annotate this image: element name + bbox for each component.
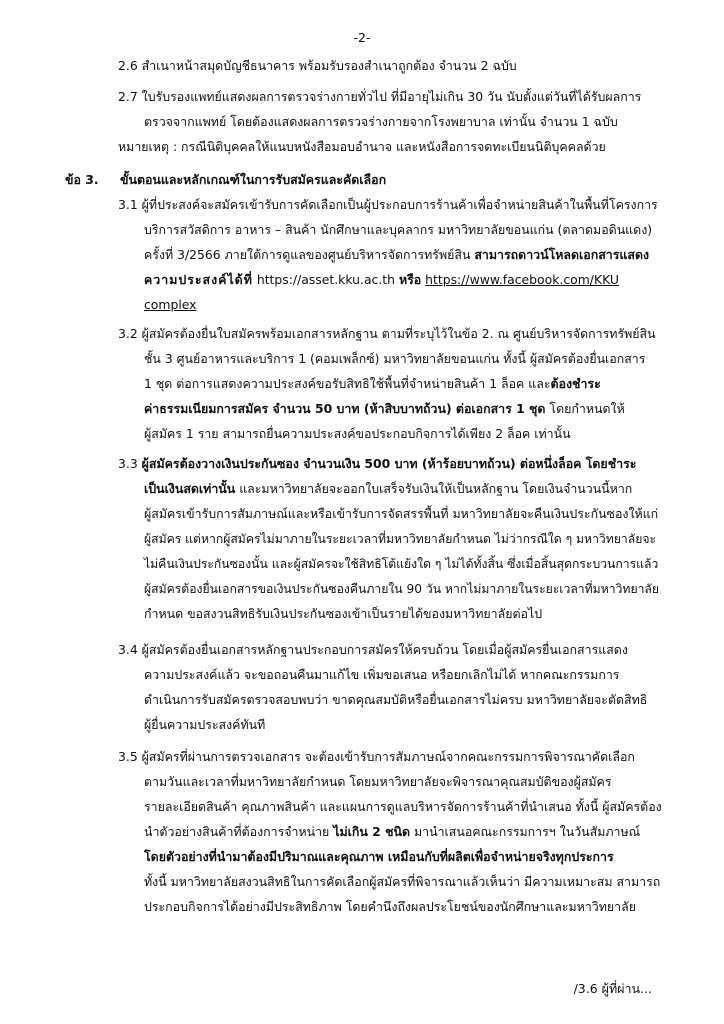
p3-3-line3: ผู้สมัครเข้ารับการสัมภาษณ์และหรือเข้ารับการจัดสรรพื้นที่ มหาวิทยาลัยจะคืนเงินประกันซองให้แก่ (144, 506, 659, 521)
p3-5-line5: โดยตัวอย่างที่นำมาต้องมีปริมาณและคุณภาพ เหมือนกับที่ผลิตเพื่อจำหน่ายจริงทุกประการ (144, 849, 614, 864)
p3-4-line2: ความประสงค์แล้ว จะขอถอนคืนมาแก้ไข เพิ่มขอเสนอ หรือยกเลิกไม่ได้ หากคณะกรรมการ (144, 667, 620, 682)
item-2-6: 2.6 สำเนาหน้าสมุดบัญชีธนาคาร พร้อมรับรองสำเนาถูกต้อง จำนวน 2 ฉบับ (118, 58, 517, 73)
p3-5-line6: ทั้งนี้ มหาวิทยาลัยสงวนสิทธิในการคัดเลือกผู้สมัครที่พิจารณาแล้วเห็นว่า มีความเหมาะสม สามารถ (144, 874, 661, 889)
p3-2-line3: 1 ชุด ต่อการแสดงความประสงค์ขอรับสิทธิใช้พื้นที่จำหน่ายสินค้า 1 ล็อค และต้องชำระ (144, 376, 601, 391)
p3-3-line2: เป็นเงินสดเท่านั้น และมหาวิทยาลัยจะออกใบเสร็จรับเงินให้เป็นหลักฐาน โดยเงินจำนวนนี้หาก (144, 481, 633, 496)
p3-5-line7: ประกอบกิจการได้อย่างมีประสิทธิภาพ โดยคำนึงถึงผลประโยชน์ของนักศึกษาและมหาวิทยาลัย (144, 899, 636, 914)
p3-4-line3: ดำเนินการรับสมัครตรวจสอบพบว่า ขาดคุณสมบัติหรือยื่นเอกสารไม่ครบ มหาวิทยาลัยจะตัดสิทธิ (144, 692, 648, 707)
p3-1-line1: 3.1 ผู้ที่ประสงค์จะสมัครเข้ารับการคัดเลือกเป็นผู้ประกอบการร้านค้าเพื่อจำหน่ายสินค้าในพื้นที่โครงการ (118, 197, 658, 212)
p3-3-line1: 3.3 ผู้สมัครต้องวางเงินประกันซอง จำนวนเงิน 500 บาท (ห้าร้อยบาทถ้วน) ต่อหนึ่งล็อค โดยชำระ (118, 456, 637, 471)
section-3-title: ขั้นตอนและหลักเกณฑ์ในการรับสมัครและคัดเลือก (120, 172, 387, 187)
p3-5-line1: 3.5 ผู้สมัครที่ผ่านการตรวจเอกสาร จะต้องเข้ารับการสัมภาษณ์จากคณะกรรมการพิจารณาคัดเลือก (118, 749, 635, 764)
p3-1-line5 (144, 297, 197, 313)
page-number: -2- (353, 30, 371, 45)
p3-2-line5: ผู้สมัคร 1 ราย สามารถยื่นความประสงค์ขอประกอบกิจการได้เพียง 2 ล็อค เท่านั้น (144, 426, 571, 441)
section-3-number: ข้อ 3. (65, 172, 99, 187)
p3-1-line4: ความประสงค์ได้ที่ https://asset.kku.ac.th หรือ https://www.facebook.com/KKU (144, 272, 619, 287)
item-2-7-line2: ตรวจจากแพทย์ โดยต้องแสดงผลการตรวจร่างกายจากโรงพยาบาล เท่านั้น จำนวน 1 ฉบับ (144, 114, 618, 129)
p3-1-line2: บริการสวัสดิการ อาหาร – สินค้า นักศึกษาและบุคลากร มหาวิทยาลัยขอนแก่น (ตลาดมอดินแดง) (144, 222, 653, 237)
p3-3-line6: ผู้สมัครต้องยื่นเอกสารขอเงินประกันซองคืนภายใน 90 วัน หากไม่มาภายในระยะเวลาที่มหาวิทยาลัย (144, 582, 660, 596)
p3-3-line7: กำหนด ขอสงวนสิทธิรับเงินประกันซองเข้าเป็นรายได้ของมหาวิทยาลัยต่อไป (144, 606, 543, 621)
facebook-link-cont[interactable]: complex (144, 297, 197, 312)
p3-2-line2: ชั้น 3 ศูนย์อาหารและบริการ 1 (คอมเพล็กซ์) มหาวิทยาลัยขอนแก่น ทั้งนี้ ผู้สมัครต้องยื่นเอกสาร (144, 351, 646, 366)
p3-2-line4: ค่าธรรมเนียมการสมัคร จำนวน 50 บาท (ห้าสิบบาทถ้วน) ต่อเอกสาร 1 ชุด โดยกำหนดให้ (144, 401, 625, 416)
item-2-7-line1: 2.7 ใบรับรองแพทย์แสดงผลการตรวจร่างกายทั่วไป ที่มีอายุไม่เกิน 30 วัน นับตั้งแต่วันที่ได้รับผลการ (118, 89, 642, 104)
p3-2-line1: 3.2 ผู้สมัครต้องยื่นใบสมัครพร้อมเอกสารหลักฐาน ตามที่ระบุไว้ในข้อ 2. ณ ศูนย์บริหารจัดการทรัพย์สิน (118, 326, 656, 341)
p3-1-line3: ครั้งที่ 3/2566 ภายใต้การดูแลของศูนย์บริหารจัดการทรัพย์สิน สามารถดาวน์โหลดเอกสารแสดง (144, 247, 650, 262)
p3-5-line3: รายละเอียดสินค้า คุณภาพสินค้า และแผนการดูแลบริหารจัดการร้านค้าที่นำเสนอ ทั้งนี้ ผู้สมัครต้อง (144, 799, 662, 814)
note: หมายเหตุ : กรณีนิติบุคคลให้แนบหนังสือมอบอำนาจ และหนังสือการจดทะเบียนนิติบุคคลด้วย (118, 139, 606, 154)
p3-4-line1: 3.4 ผู้สมัครต้องยื่นเอกสารหลักฐานประกอบการสมัครให้ครบถ้วน โดยเมื่อผู้สมัครยื่นเอกสารแสดง (118, 642, 628, 657)
p3-5-line2: ตามวันและเวลาที่มหาวิทยาลัยกำหนด โดยมหาวิทยาลัยจะพิจารณาคุณสมบัติของผู้สมัคร (144, 774, 612, 789)
p3-5-line4: นำตัวอย่างสินค้าที่ต้องการจำหน่าย ไม่เกิน 2 ชนิด มานำเสนอคณะกรรมการฯ ในวันสัมภาษณ์ (144, 824, 641, 839)
p3-3-line5: ไม่คืนเงินประกันซองนั้น และผู้สมัครจะใช้สิทธิโต้แย้งใด ๆ ไม่ได้ทั้งสิ้น ซึ่งเมื่อสิ้นสุดกระบวนการแล้ว (144, 557, 659, 571)
continuation-footer: /3.6 ผู้ที่ผ่าน... (573, 981, 652, 996)
facebook-link[interactable]: https://www.facebook.com/KKU (425, 272, 619, 287)
p3-4-line4: ผู้ยื่นความประสงค์ทันที (144, 717, 266, 732)
p3-3-line4: ผู้สมัคร แต่หากผู้สมัครไม่มาภายในระยะเวลาที่มหาวิทยาลัยกำหนด ไม่ว่ากรณีใด ๆ มหาวิทยาลัยจะ (144, 532, 657, 546)
